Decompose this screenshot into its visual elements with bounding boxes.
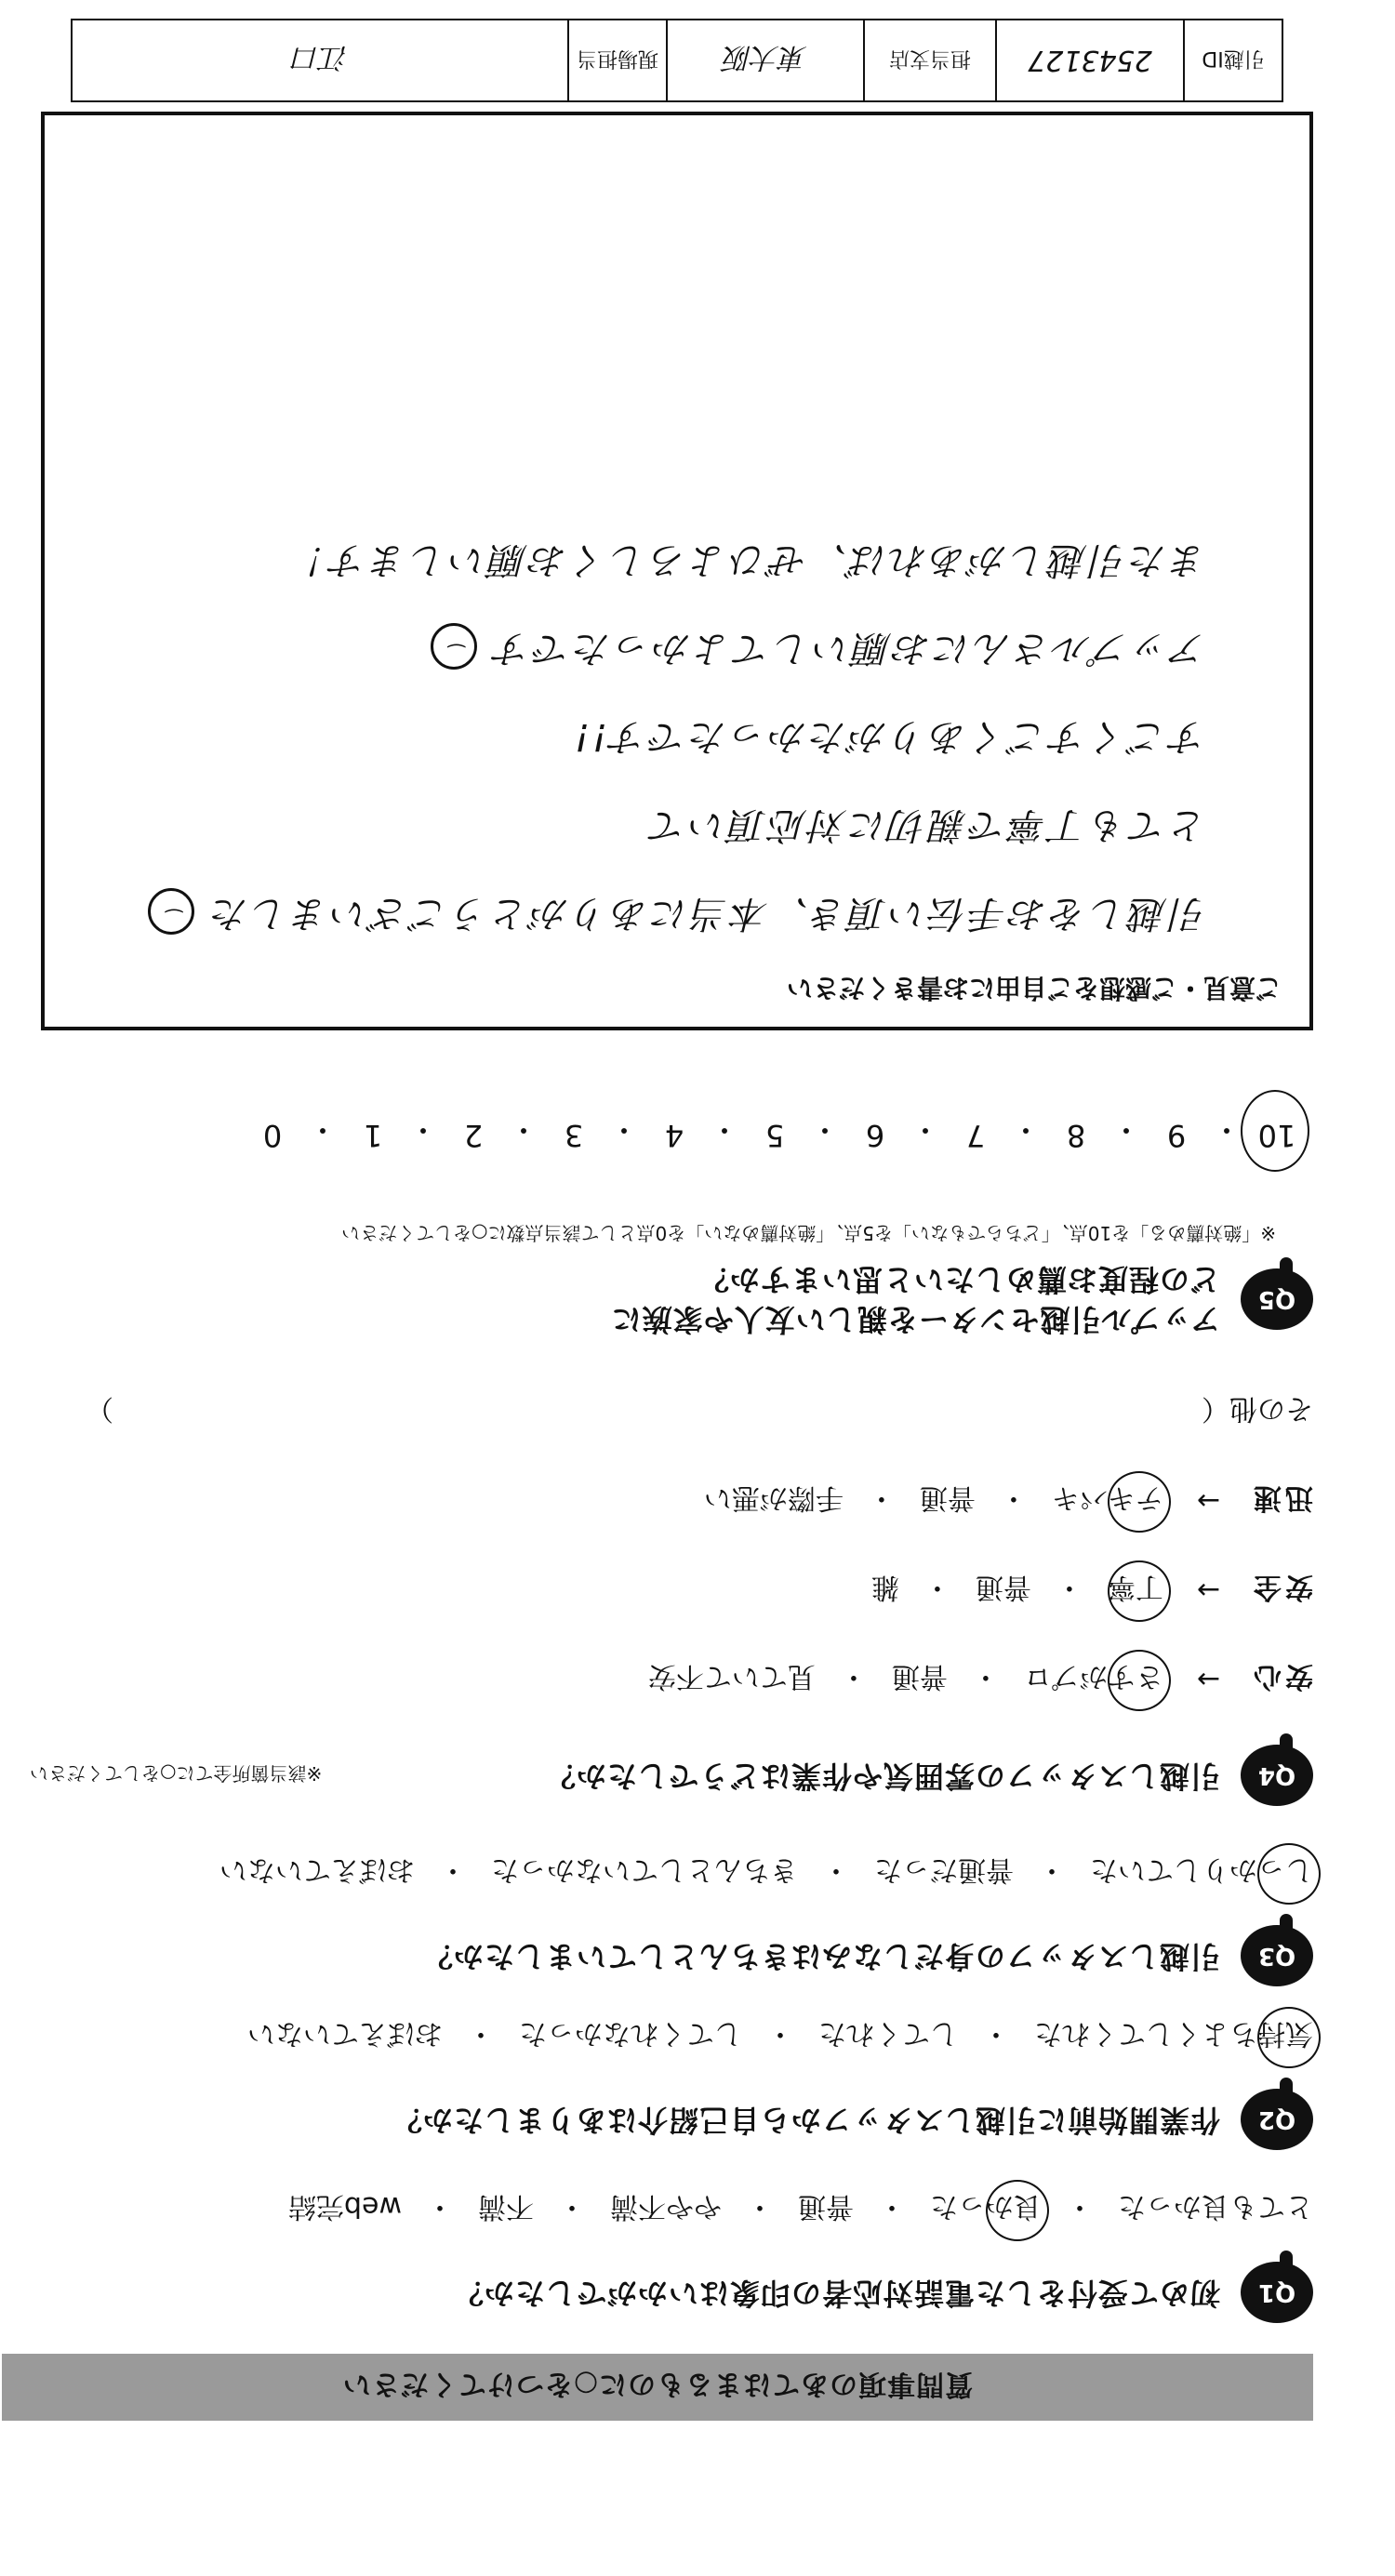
q3-option-circled[interactable]: しっかりしていた [1090, 1852, 1313, 1893]
q4-option-circled[interactable]: 丁寧 [1108, 1570, 1163, 1611]
question-5 [11, 1221, 1313, 1339]
leader-value: 江口 [292, 41, 348, 73]
q4-option[interactable]: 見ていて不安 [647, 1660, 816, 1693]
q1-options: とても良かった ・ 良かった ・ 普通 ・ やや不満 ・ 不満 ・ web完結 [11, 2189, 1313, 2230]
q1-option[interactable]: やや不満 [610, 2190, 722, 2223]
q5-text-line1: アップル引越センターを親しい友人や家族に [610, 1302, 1220, 1337]
q4-option[interactable]: 雑 [870, 1571, 899, 1603]
q2-text: 作業開始前に引越しスタッフから自己紹介はありましたか？ [391, 2102, 1220, 2138]
q3-option[interactable]: おぼえていない [219, 1853, 415, 1886]
q4-option[interactable]: 普通 [975, 1571, 1031, 1603]
q4-option-circled[interactable]: さすがプロ [1024, 1659, 1163, 1700]
q3-badge: Q3 [1241, 1925, 1313, 1986]
smiley-icon [431, 623, 477, 670]
comment-line: 引越しをお手伝い頂き、本当にありがとうございました ‿ [148, 888, 1207, 943]
scale-option[interactable]: 3 [564, 1118, 584, 1153]
leader-label: 現場担当 [567, 20, 666, 100]
q1-option[interactable]: web完結 [287, 2190, 402, 2223]
arrow-icon: → [1196, 1573, 1220, 1607]
q1-text: 初めて受付をした電話対応者の印象はいかがでしたか？ [452, 2275, 1220, 2311]
instructions-banner: 質問事項のあてはまるものに○をつけてください [2, 2354, 1313, 2421]
q1-badge: Q1 [1241, 2262, 1313, 2323]
q3-text: 引越しスタッフの身だしなみはきちんとしていましたか？ [421, 1938, 1220, 1974]
question-3 [11, 1852, 1313, 1986]
comment-box[interactable] [41, 112, 1313, 1030]
branch-value: 東大阪 [666, 20, 863, 100]
q2-option-circled[interactable]: 気持ちよくしてくれた [1034, 2016, 1313, 2057]
q1-option[interactable]: 普通 [798, 2190, 854, 2223]
comment-title: ご意見・ご感想をご自由にお書きください [786, 973, 1282, 1003]
q4-other-close: ） [86, 1392, 113, 1425]
question-1 [11, 2189, 1313, 2323]
comment-line: アップルさんにお願いしてよかったです ‿ [431, 623, 1207, 678]
q1-option[interactable]: 不満 [478, 2190, 534, 2223]
q4-badge: Q4 [1241, 1745, 1313, 1806]
q4-row-label: 安全 [1250, 1571, 1313, 1603]
q4-row-label: 迅速 [1250, 1481, 1313, 1514]
q5-note: ※「絶対薦める」を10点、「どちらでもない」を5点、「絶対薦めない」を0点として該当点数に○をしてください [341, 1221, 1276, 1244]
arrow-icon: → [1196, 1663, 1220, 1696]
q5-badge: Q5 [1241, 1268, 1313, 1330]
q2-option[interactable]: おぼえていない [247, 2017, 443, 2050]
q5-text-line2: どの程度お薦めしたいと思いますか？ [698, 1261, 1220, 1297]
smiley-icon [148, 888, 194, 935]
comment-line: とても丁寧で親切に対応頂いて [647, 803, 1207, 846]
footer-info-table [71, 19, 1283, 102]
branch-label: 担当支店 [863, 20, 995, 100]
comment-line: すごくすごくありがたかったです!! [571, 715, 1207, 758]
q4-text: 引越しスタッフの雰囲気や作業はどうでしたか？ [544, 1758, 1220, 1794]
q3-option[interactable]: きちんとしていなかった [491, 1853, 798, 1886]
q4-other [86, 1391, 1313, 1432]
q4-other-label: その他（ [1202, 1392, 1313, 1425]
move-id-label: 引越ID [1183, 20, 1282, 100]
q4-row-label: 安心 [1250, 1660, 1313, 1693]
q1-option-circled[interactable]: 良かった [930, 2189, 1042, 2230]
q4-row-jinsoku: 迅速 → テキパキ ・ 普通 ・ 手際が悪い [11, 1481, 1313, 1521]
scale-option[interactable]: 7 [965, 1118, 986, 1153]
q2-option[interactable]: してくれなかった [519, 2017, 742, 2050]
scale-option-circled[interactable]: 10 [1252, 1110, 1302, 1153]
q4-option[interactable]: 普通 [891, 1660, 948, 1693]
comment-line: また引越しがあれば、ぜひよろしくお願いします！ [287, 538, 1207, 581]
question-4 [11, 1391, 1313, 1806]
q5-scale: 10 ・ 9 ・ 8 ・ 7 ・ 6 ・ 5 ・ 4 ・ 3 ・ 2 ・ 1 ・ 0 [247, 1110, 1302, 1153]
q3-option[interactable]: 普通だった [874, 1853, 1014, 1886]
scale-option[interactable]: 4 [664, 1118, 684, 1153]
q1-option[interactable]: とても良かった [1118, 2190, 1313, 2223]
q4-note: ※該当箇所全てに○をしてください [30, 1762, 323, 1786]
q4-option[interactable]: 手際が悪い [703, 1481, 844, 1514]
q2-options: 気持ちよくしてくれた ・ してくれた ・ してくれなかった ・ おぼえていない [11, 2016, 1313, 2057]
scale-option[interactable]: 1 [363, 1118, 383, 1153]
scale-option[interactable]: 2 [463, 1118, 484, 1153]
q4-option[interactable]: 普通 [919, 1481, 976, 1514]
question-2 [11, 2016, 1313, 2150]
scale-option[interactable]: 0 [262, 1118, 283, 1153]
q2-badge: Q2 [1241, 2089, 1313, 2150]
scale-option[interactable]: 6 [865, 1118, 885, 1153]
q4-option-circled[interactable]: テキパキ [1052, 1481, 1163, 1521]
scale-option[interactable]: 8 [1066, 1118, 1086, 1153]
q3-options: しっかりしていた ・ 普通だった ・ きちんとしていなかった ・ おぼえていない [11, 1852, 1313, 1893]
q5-text [611, 1259, 1220, 1339]
q4-row-anzen: 安全 → 丁寧 ・ 普通 ・ 雑 [11, 1570, 1313, 1611]
move-id-value: 2543127 [995, 20, 1183, 100]
q2-option[interactable]: してくれた [818, 2017, 958, 2050]
q4-row-anshin: 安心 → さすがプロ ・ 普通 ・ 見ていて不安 [11, 1659, 1313, 1700]
scale-option[interactable]: 5 [764, 1118, 785, 1153]
scale-option[interactable]: 9 [1166, 1118, 1187, 1153]
arrow-icon: → [1196, 1484, 1220, 1518]
